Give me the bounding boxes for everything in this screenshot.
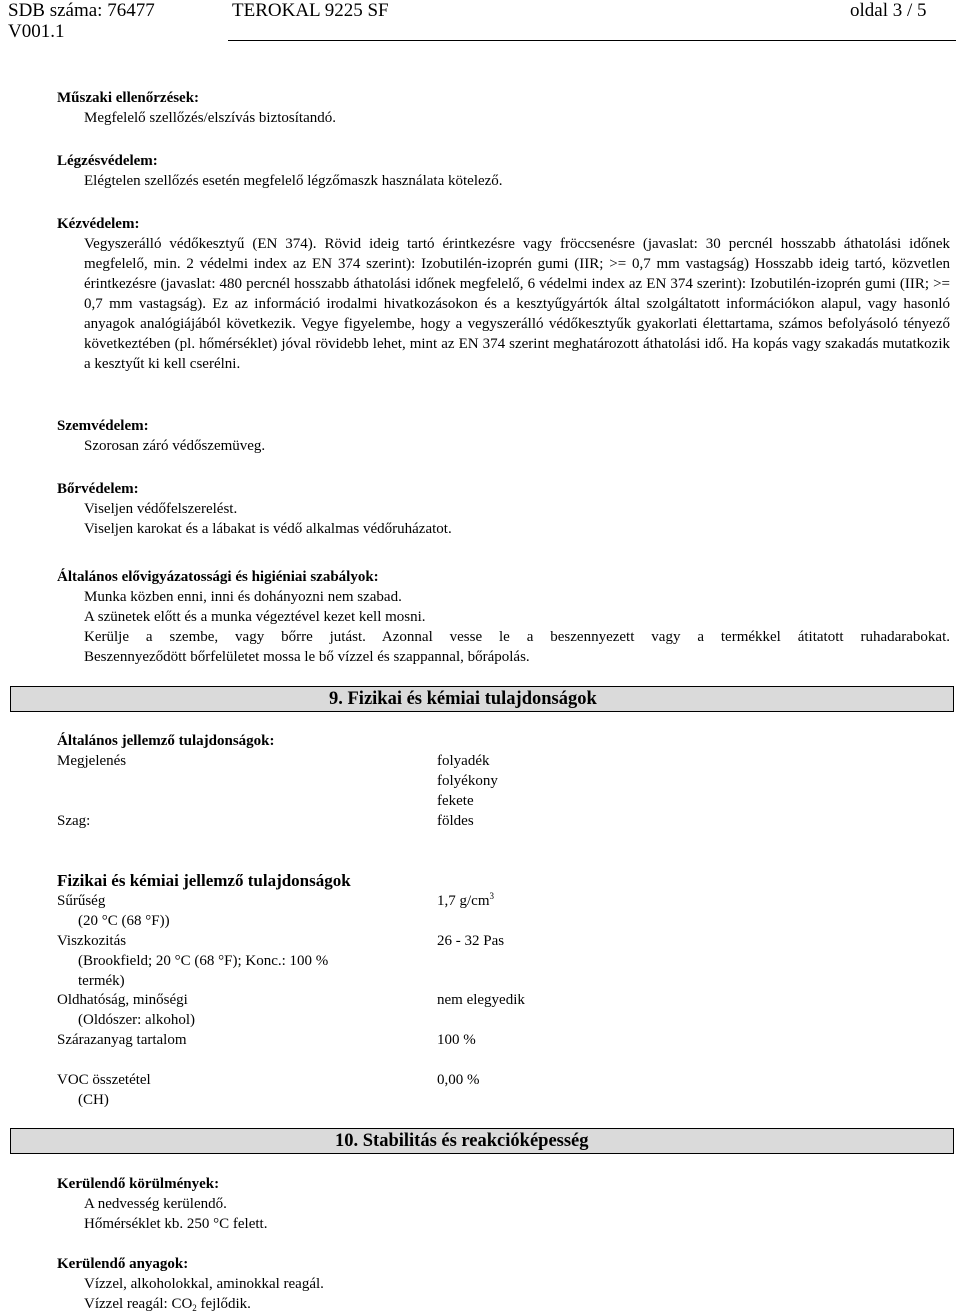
viscosity-label: Viszkozitás: [57, 933, 127, 949]
solubility-value: nem elegyedik: [437, 992, 525, 1008]
respiratory-protection: [57, 151, 503, 191]
avoid-materials-label: Kerülendő anyagok:: [57, 1256, 189, 1272]
section-10-title: 10. Stabilitás és reakcióképesség: [335, 1131, 589, 1151]
solubility-label: Oldhatóság, minőségi: [57, 992, 188, 1008]
appearance-value-3: fekete: [437, 793, 474, 809]
hygiene-line-1: Munka közben enni, inni és dohányozni nem szabad.: [84, 589, 402, 605]
page-header: [0, 0, 960, 46]
hand-protection-text: Vegyszerálló védőkesztyű (EN 374). Rövid ideig tartó érintkezésre vagy fröccsenésre (javaslat: 30 percnél hosszabb áthatolási időnek megfelelő, min. 2 védelmi index az EN 374 szerint): Izobutilén-izoprén gumi (IIR; >= 0,7 mm vastagság) Hosszabb ideig tartó, közvetlen érintkezésre (javaslat: 480 percnél hosszabb áthatolási időnek megfelelő, 6 védelmi index az EN 374 szerint): Izobutilén-izoprén gumi (IIR; >= 0,7 mm vastagság). Ez az információ irodalmi hivatkozásokon és a kesztyűgyártók által szolgáltatott információkon alapul, vagy hasonló anyagok analógiájából következik. Vegye figyelembe, hogy a vegyszerálló védőkesztyűk gyakorlati élettartama, számos befolyásoló tényező következtében (pl. hőmérséklet) jóval rövidebb lehet, mint az EN 374 szerint meghatározott áthatolási idő. Ha kopás vagy szakadás mutatkozik a kesztyűt ki kell cserélni.: [84, 236, 950, 372]
hygiene-lines: [84, 587, 950, 667]
odor-value: földes: [437, 813, 474, 829]
hygiene-line-2: A szünetek előtt és a munka végeztével kezet kell mosni.: [84, 609, 426, 625]
solids-value: 100 %: [437, 1032, 476, 1048]
version: V001.1: [8, 21, 65, 42]
viscosity-value: 26 - 32 Pas: [437, 933, 505, 949]
hygiene-label: Általános elővigyázatossági és higiéniai szabályok:: [57, 569, 379, 585]
density-condition: (20 °C (68 °F)): [78, 913, 170, 929]
hand-protection-label-wrap: [57, 214, 139, 234]
technical-controls: [57, 88, 336, 128]
avoid-materials-line-2: Vízzel reagál: $CO_2$ fejlődik.: [84, 1296, 251, 1313]
hygiene-line-3: Kerülje a szembe, vagy bőrre jutást. Azonnal vesse le a beszennyezett vagy a termékkel átitatott ruhadarabokat.: [84, 629, 950, 645]
appearance-value-2: folyékony: [437, 773, 498, 789]
sdb-number: SDB száma: 76477: [8, 0, 155, 21]
viscosity-condition-1: (Brookfield; 20 °C (68 °F); Konc.: 100 %: [78, 953, 329, 969]
viscosity-condition-2: termék): [78, 973, 125, 989]
voc-label: VOC összetétel: [57, 1072, 151, 1088]
section-9-banner: [10, 686, 954, 712]
avoid-conditions-line-1: A nedvesség kerülendő.: [84, 1196, 227, 1212]
odor-label: Szag:: [57, 813, 91, 829]
hygiene-line-4: Beszennyeződött bőrfelületet mossa le bő vízzel és szappannal, bőrápolás.: [84, 649, 530, 665]
appearance-value-1: folyadék: [437, 753, 490, 769]
eye-label: Szemvédelem:: [57, 418, 149, 434]
section-9-title: 9. Fizikai és kémiai tulajdonságok: [329, 689, 597, 709]
density-value: 1,7 $g/cm^3$: [437, 891, 494, 909]
hand-label: Kézvédelem:: [57, 216, 140, 232]
avoid-materials: [57, 1254, 324, 1315]
skin-protection: [57, 479, 452, 539]
hygiene-label-wrap: [57, 567, 379, 587]
avoid-conditions-line-2: Hőmérséklet kb. 250 °C felett.: [84, 1216, 268, 1232]
respiratory-line: Elégtelen szellőzés esetén megfelelő légzőmaszk használata kötelező.: [84, 173, 503, 189]
technical-label: Műszaki ellenőrzések:: [57, 90, 200, 106]
solids-label: Szárazanyag tartalom: [57, 1032, 187, 1048]
eye-line: Szorosan záró védőszemüveg.: [84, 438, 266, 454]
respiratory-label: Légzésvédelem:: [57, 153, 158, 169]
voc-condition: (CH): [78, 1092, 109, 1108]
voc-value: 0,00 %: [437, 1072, 480, 1088]
general-properties: [57, 731, 275, 751]
appearance-label: Megjelenés: [57, 753, 127, 769]
eye-protection: [57, 416, 265, 456]
general-label: Általános jellemző tulajdonságok:: [57, 733, 275, 749]
skin-line-2: Viseljen karokat és a lábakat is védő alkalmas védőruházatot.: [84, 521, 452, 537]
avoid-conditions-label: Kerülendő körülmények:: [57, 1176, 220, 1192]
section-10-banner: [10, 1128, 954, 1154]
density-label: Sűrűség: [57, 893, 106, 909]
skin-label: Bőrvédelem:: [57, 481, 139, 497]
product-name: TEROKAL 9225 SF: [232, 0, 389, 21]
solubility-condition: (Oldószer: alkohol): [78, 1012, 196, 1028]
density-sup: 3: [489, 891, 494, 901]
skin-line-1: Viseljen védőfelszerelést.: [84, 501, 238, 517]
header-rule: [228, 40, 956, 41]
avoid-materials-line-1: Vízzel, alkoholokkal, aminokkal reagál.: [84, 1276, 324, 1292]
avoid-conditions: [57, 1174, 267, 1234]
page-number: oldal 3 / 5: [850, 0, 927, 21]
props-heading: Fizikai és kémiai jellemző tulajdonságok: [57, 871, 351, 890]
co2-subscript: 2: [192, 1303, 197, 1313]
technical-line: Megfelelő szellőzés/elszívás biztosítandó.: [84, 110, 337, 126]
